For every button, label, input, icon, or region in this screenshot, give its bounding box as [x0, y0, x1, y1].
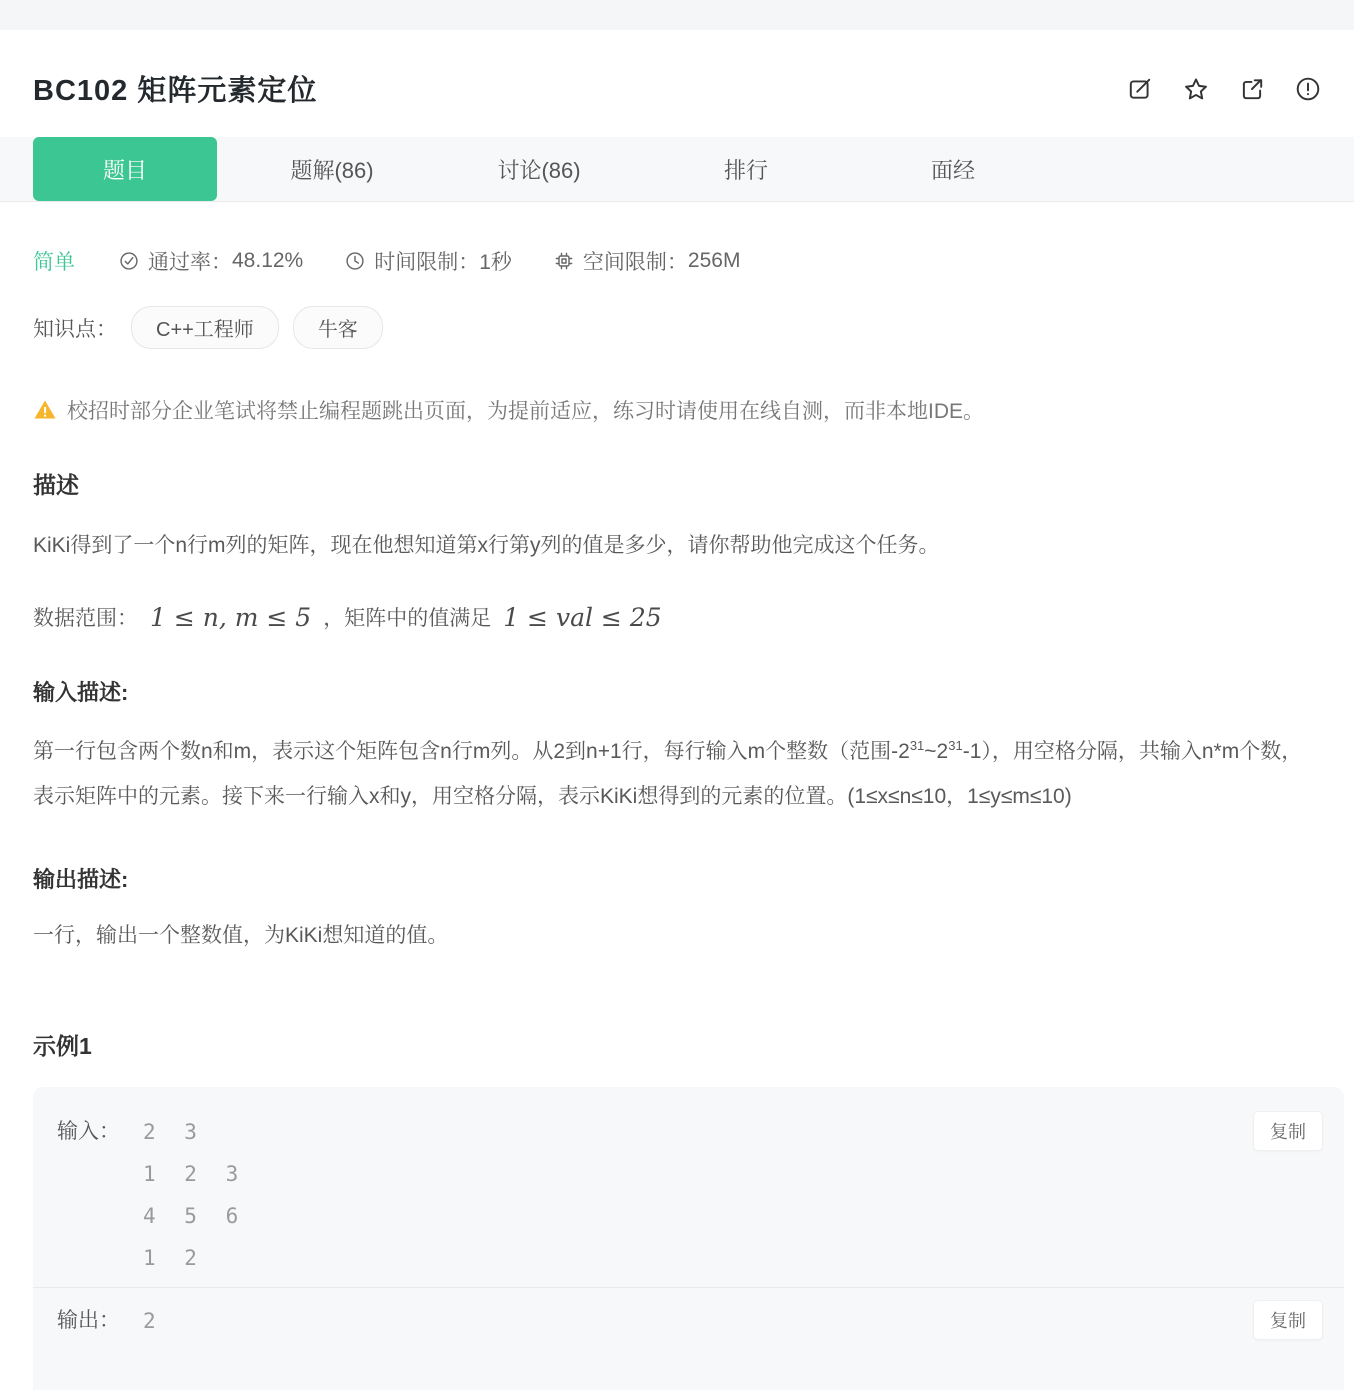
time-limit-value: 1秒	[479, 251, 512, 274]
input-code-line: 2 3	[143, 1120, 205, 1144]
report-icon[interactable]	[1295, 76, 1321, 102]
range-formula-val: 1 ≤ val ≤ 25	[503, 602, 662, 632]
range-prefix: 数据范围：	[33, 607, 138, 630]
input-desc-part3: -1），用空格分隔，共输入n*m个数，表示矩阵中的元素。接下来一行输入x和y，用空格分隔，表示KiKi想得到的元素的位置。(1≤x≤n≤10，1≤y≤m≤10)	[33, 740, 1303, 808]
input-code-line: 1 2	[143, 1246, 205, 1270]
page-title: BC102 矩阵元素定位	[33, 75, 318, 107]
space-limit-label: 空间限制：	[582, 251, 688, 274]
example-output-code	[143, 1300, 164, 1342]
warning-icon	[33, 398, 57, 422]
pass-rate-label: 通过率：	[148, 251, 232, 274]
tab-discussion[interactable]: 讨论(86)	[497, 157, 581, 183]
knowledge-tag-cpp[interactable]: C++工程师	[131, 306, 279, 349]
input-desc-sup1: 31	[909, 738, 925, 753]
space-limit	[554, 246, 741, 276]
chip-icon	[554, 251, 574, 271]
example-output-label: 输出：	[57, 1309, 120, 1332]
input-code-line: 4 5 6	[143, 1204, 247, 1228]
range-middle-text: ，矩阵中的值满足	[323, 607, 492, 630]
knowledge-label: 知识点：	[33, 317, 117, 341]
knowledge-row	[33, 306, 1321, 349]
tab-bar	[0, 137, 1354, 202]
pass-rate-value: 48.12%	[232, 249, 304, 272]
example-input-code	[143, 1111, 246, 1279]
output-desc-text: 一行，输出一个整数值，为KiKi想知道的值。	[33, 924, 449, 947]
example-box	[33, 1087, 1344, 1390]
time-limit	[345, 246, 512, 276]
output-desc-heading: 输出描述:	[33, 867, 129, 892]
notice-text: 校招时部分企业笔试将禁止编程题跳出页面，为提前适应，练习时请使用在线自测，而非本地IDE。	[67, 400, 985, 423]
header-actions	[1127, 76, 1321, 102]
input-desc-text	[33, 729, 1321, 819]
knowledge-tag-nowcoder[interactable]: 牛客	[293, 306, 383, 349]
example-input-label: 输入：	[57, 1120, 120, 1143]
top-strip	[0, 0, 1354, 30]
data-range-line	[33, 602, 1321, 632]
time-limit-label: 时间限制：	[374, 251, 480, 274]
clock-icon	[345, 251, 365, 271]
pass-rate	[119, 246, 303, 276]
example-heading: 示例1	[33, 1033, 92, 1059]
copy-output-button[interactable]: 复制	[1253, 1300, 1323, 1340]
range-formula-nm: 1 ≤ n, m ≤ 5	[150, 602, 312, 632]
tab-interview[interactable]: 面经	[930, 157, 975, 183]
title-row	[0, 30, 1354, 109]
star-icon[interactable]	[1183, 76, 1209, 102]
description-heading: 描述	[33, 472, 79, 498]
copy-input-button[interactable]: 复制	[1253, 1111, 1323, 1151]
example-output-section	[33, 1288, 1344, 1390]
tab-ranking[interactable]: 排行	[723, 157, 768, 183]
tab-solutions[interactable]: 题解(86)	[290, 157, 374, 183]
example-input-section	[33, 1087, 1344, 1287]
input-desc-part2: ~2	[924, 740, 949, 763]
input-desc-sup2: 31	[948, 738, 963, 753]
difficulty-badge: 简单	[33, 251, 75, 274]
tab-problem[interactable]: 题目	[33, 137, 217, 201]
output-code-line: 2	[143, 1309, 164, 1333]
notice-row	[33, 395, 1321, 425]
edit-icon[interactable]	[1127, 76, 1153, 102]
input-desc-part1: 第一行包含两个数n和m，表示这个矩阵包含n行m列。从2到n+1行，每行输入m个整数（范围-2	[33, 740, 910, 763]
input-desc-heading: 输入描述:	[33, 680, 129, 705]
meta-row	[33, 246, 1321, 276]
check-circle-icon	[119, 251, 139, 271]
space-limit-value: 256M	[687, 249, 741, 272]
external-link-icon[interactable]	[1239, 76, 1265, 102]
input-code-line: 1 2 3	[143, 1162, 247, 1186]
description-text: KiKi得到了一个n行m列的矩阵，现在他想知道第x行第y列的值是多少，请你帮助他完成这个任务。	[33, 534, 940, 557]
main-content	[0, 246, 1354, 1390]
